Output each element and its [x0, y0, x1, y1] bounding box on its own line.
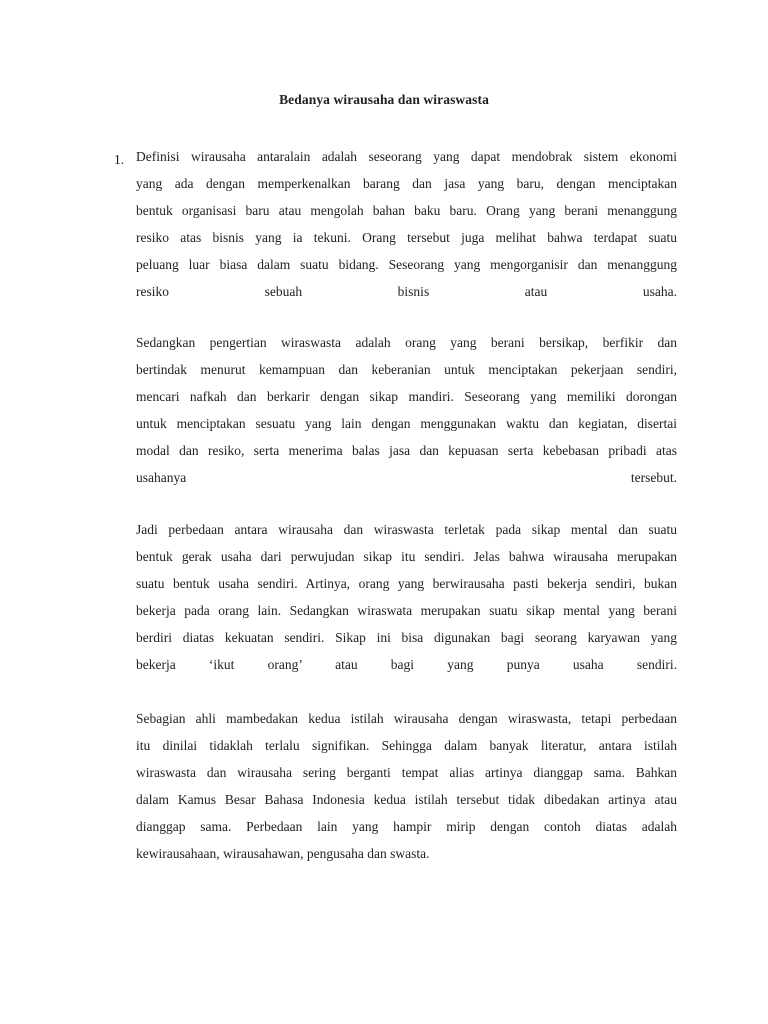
paragraph-line: kewirausahaan, wirausahawan, pengusaha dan swasta.: [136, 846, 430, 861]
paragraph-line: dalam Kamus Besar Bahasa Indonesia kedua istilah tersebut tidak dibedakan artinya atau: [136, 792, 677, 807]
paragraph-line: mencari nafkah dan berkarir dengan sikap mandiri. Seseorang yang memiliki dorongan: [136, 389, 677, 404]
list-number: 1.: [114, 152, 125, 167]
paragraph-line: suatu bentuk usaha sendiri. Artinya, orang yang berwirausaha pasti bekerja sendiri, bukan: [136, 576, 677, 591]
paragraph-pengertian-wiraswasta: [136, 329, 677, 491]
paragraph-line: resiko atas bisnis yang ia tekuni. Orang tersebut juga melihat bahwa terdapat suatu: [136, 230, 677, 245]
paragraph-line: Sebagian ahli mambedakan kedua istilah wirausaha dengan wiraswasta, tetapi perbedaan: [136, 711, 677, 726]
paragraph-line: yang ada dengan memperkenalkan barang dan jasa yang baru, dengan menciptakan: [136, 176, 677, 191]
paragraph-line: bentuk gerak usaha dari perwujudan sikap itu sendiri. Jelas bahwa wirausaha merupakan: [136, 549, 677, 564]
paragraph-line: untuk menciptakan sesuatu yang lain dengan menggunakan waktu dan kegiatan, disertai: [136, 416, 677, 431]
paragraph-line: resiko sebuah bisnis atau usaha.: [136, 284, 677, 299]
paragraph-definisi-wirausaha: [136, 143, 677, 305]
paragraph-line: peluang luar biasa dalam suatu bidang. Seseorang yang mengorganisir dan menanggung: [136, 257, 677, 272]
paragraph-line: usahanya tersebut.: [136, 470, 677, 485]
paragraph-line: bekerja pada orang lain. Sedangkan wiraswata merupakan suatu sikap mental yang berani: [136, 603, 677, 618]
paragraph-line: dianggap sama. Perbedaan lain yang hampir mirip dengan contoh diatas adalah: [136, 819, 677, 834]
document-title: Bedanya wirausaha dan wiraswasta: [279, 92, 489, 107]
paragraph-line: bertindak menurut kemampuan dan keberanian untuk menciptakan pekerjaan sendiri,: [136, 362, 677, 377]
paragraph-line: wiraswasta dan wirausaha sering berganti tempat alias artinya dianggap sama. Bahkan: [136, 765, 677, 780]
paragraph-line: bekerja ‘ikut orang’ atau bagi yang punya usaha sendiri.: [136, 657, 677, 672]
paragraph-line: Sedangkan pengertian wiraswasta adalah orang yang berani bersikap, berfikir dan: [136, 335, 677, 350]
paragraph-line: itu dinilai tidaklah terlalu signifikan. Sehingga dalam banyak literatur, antara istilah: [136, 738, 677, 753]
paragraph-line: Definisi wirausaha antaralain adalah seseorang yang dapat mendobrak sistem ekonomi: [136, 149, 677, 164]
paragraph-line: berdiri diatas kekuatan sendiri. Sikap ini bisa digunakan bagi seorang karyawan yang: [136, 630, 677, 645]
paragraph-line: bentuk organisasi baru atau mengolah bahan baku baru. Orang yang berani menanggung: [136, 203, 677, 218]
paragraph-line: Jadi perbedaan antara wirausaha dan wiraswasta terletak pada sikap mental dan suatu: [136, 522, 677, 537]
paragraph-sebagian-ahli: [136, 705, 677, 867]
paragraph-line: modal dan resiko, serta menerima balas jasa dan kepuasan serta kebebasan pribadi atas: [136, 443, 677, 458]
paragraph-perbedaan: [136, 516, 677, 678]
